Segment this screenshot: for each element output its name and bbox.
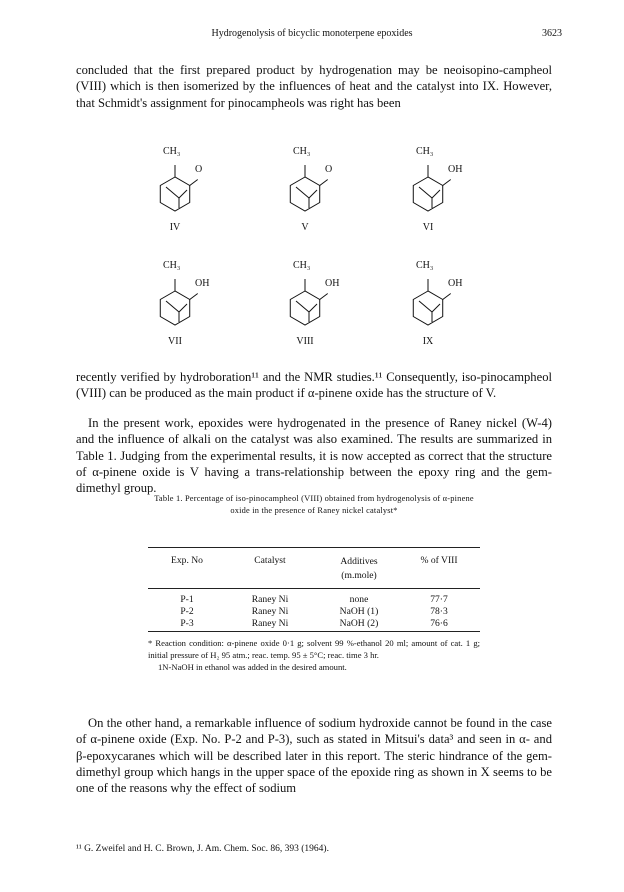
page-number: 3623 [542, 28, 562, 39]
substituent-label: OH [448, 278, 463, 289]
table-cell-exp: P-3 [180, 618, 194, 629]
paragraph-1: concluded that the first prepared product by hydrogenation may be neoisopino-campheol (VIII) which is then isomerized by the influences of heat and the catalyst into IX. However, that Schmidt's assignment for pinocampheols was right has been [76, 63, 552, 110]
table-top-rule [148, 547, 480, 548]
table-cell-exp: P-1 [180, 594, 194, 605]
paragraph-4: On the other hand, a remarkable influence of sodium hydroxide cannot be found in the case of α-pinene oxide (Exp. No. P-2 and P-3), such as stated in Mitsui's data³ and seen in α- and β-epoxycaranes which will be described later in this report. The steric hindrance of the gem-dimethyl group which hangs in the upper space of the epoxide ring as shown in X seems to be one of the reasons why the effect of sodium [76, 716, 552, 796]
methyl-label: CH₃ [163, 260, 181, 271]
running-header [0, 28, 624, 44]
table-footnote-conditions: * Reaction condition: α-pinene oxide 0·1 g; solvent 99 %-ethanol 20 ml; amount of cat. 1 g; initial pressure of H₂ 95 atm.; reac. temp. 95 ± 5°C; reac. time 3 hr. [148, 638, 480, 660]
table-cell-additive: NaOH (1) [339, 606, 379, 617]
paragraph-3: In the present work, epoxides were hydrogenated in the presence of Raney nickel (W-4) and the influence of alkali on the catalyst was also examined. The results are summarized in Table 1. Judging from the experimental results, it is now accepted as correct that the structure of α-pinene oxide is V having a trans-relationship between the epoxy ring and the gem-dimethyl group. [76, 416, 552, 496]
structure-VI [388, 146, 468, 240]
structure-VII [135, 260, 215, 354]
bicyclic-ring-diagram [135, 160, 215, 220]
structure-label: V [301, 222, 309, 233]
running-title: Hydrogenolysis of bicyclic monoterpene epoxides [211, 28, 413, 39]
structure-VIII [265, 260, 345, 354]
table-header-exp: Exp. No [171, 555, 203, 566]
methyl-label: CH₃ [163, 146, 181, 157]
substituent-label: OH [325, 278, 340, 289]
structure-label: VII [168, 336, 182, 347]
table-cell-exp: P-2 [180, 606, 194, 617]
substituent-label: OH [195, 278, 210, 289]
structure-IV [135, 146, 215, 240]
table-cell-additive: none [349, 594, 369, 605]
table-mid-rule [148, 588, 480, 589]
table-cell-catalyst: Raney Ni [251, 618, 289, 629]
bicyclic-ring-diagram [265, 160, 345, 220]
structure-label: IX [422, 336, 434, 347]
table-cell-additive: NaOH (2) [339, 618, 379, 629]
structure-label: IV [169, 222, 181, 233]
methyl-label: CH₃ [293, 146, 311, 157]
substituent-label: O [325, 164, 333, 175]
structure-label: VIII [296, 336, 314, 347]
table-caption: Table 1. Percentage of iso-pinocampheol (VIII) obtained from hydrogenolysis of α-pinene oxide in the presence of Raney nickel catalyst* [154, 494, 474, 515]
table-bottom-rule [148, 631, 480, 632]
structure-V [265, 146, 345, 240]
table-footnote [148, 637, 480, 673]
table-cell-percent: 77·7 [430, 594, 448, 605]
methyl-label: CH₃ [416, 260, 434, 271]
methyl-label: CH₃ [416, 146, 434, 157]
table-footnote-naoh: 1N-NaOH in ethanol was added in the desired amount. [158, 662, 347, 672]
table-header-additives: Additives (m.mole) [340, 556, 378, 581]
table-cell-catalyst: Raney Ni [251, 594, 289, 605]
paragraph-2: recently verified by hydroboration¹¹ and the NMR studies.¹¹ Consequently, iso-pinocampheol (VIII) can be produced as the main product if α-pinene oxide has the structure of V. [76, 370, 552, 401]
table-cell-percent: 76·6 [430, 618, 448, 629]
substituent-label: O [195, 164, 203, 175]
substituent-label: OH [448, 164, 463, 175]
reference-footnote: ¹¹ G. Zweifel and H. C. Brown, J. Am. Chem. Soc. 86, 393 (1964). [76, 844, 329, 854]
table-cell-percent: 78·3 [430, 606, 448, 617]
table-header-catalyst: Catalyst [254, 555, 286, 566]
table-cell-catalyst: Raney Ni [251, 606, 289, 617]
structure-label: VI [422, 222, 434, 233]
structure-IX [388, 260, 468, 354]
table-header-percent: % of VIII [420, 555, 458, 566]
methyl-label: CH₃ [293, 260, 311, 271]
